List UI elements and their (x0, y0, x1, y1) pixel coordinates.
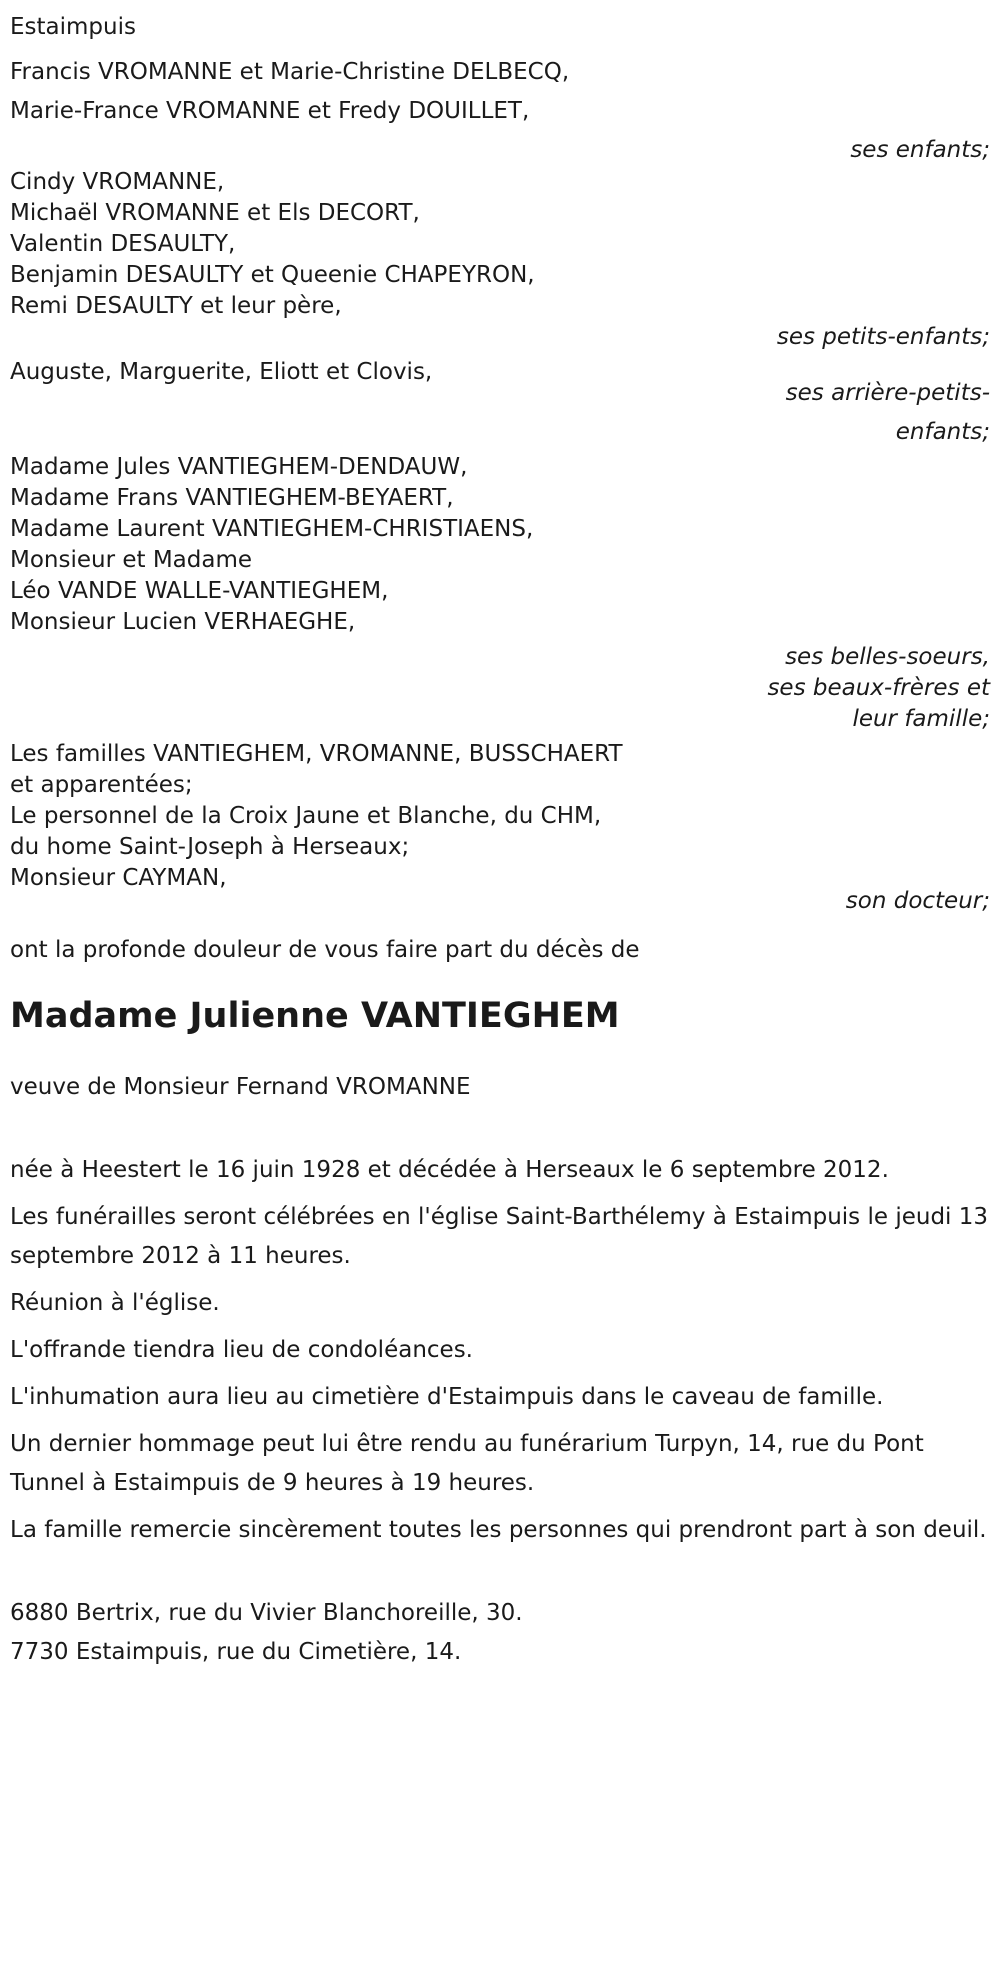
others-line: Les familles VANTIEGHEM, VROMANNE, BUSSCHAERT (10, 741, 623, 767)
burial-paragraph: L'inhumation aura lieu au cimetière d'Estaimpuis dans le caveau de famille. (10, 1384, 884, 1410)
widow-of-text: veuve de Monsieur Fernand VROMANNE (10, 1074, 471, 1100)
in-laws-role: ses belles-soeurs, (785, 644, 990, 670)
others-block (10, 735, 990, 921)
others-line: Le personnel de la Croix Jaune et Blanche, du CHM, (10, 803, 602, 829)
great-grandchildren-block (10, 353, 990, 452)
address-line: 7730 Estaimpuis, rue du Cimetière, 14. (10, 1639, 462, 1665)
grandchildren-block (10, 163, 990, 357)
children-line: Francis VROMANNE et Marie-Christine DELBECQ, (10, 59, 570, 85)
in-laws-line: Monsieur Lucien VERHAEGHE, (10, 609, 356, 635)
others-line: Monsieur CAYMAN, (10, 865, 227, 891)
in-laws-block (10, 448, 990, 739)
others-line: et apparentées; (10, 772, 193, 798)
in-laws-line: Léo VANDE WALLE-VANTIEGHEM, (10, 578, 389, 604)
children-block (10, 53, 990, 170)
funeral-paragraph: Les funérailles seront célébrées en l'église Saint-Barthélemy à Estaimpuis le jeudi 13 septembre 2012 à 11 heures. (10, 1204, 989, 1269)
children-line: Marie-France VROMANNE et Fredy DOUILLET, (10, 98, 530, 124)
in-laws-role: ses beaux-frères et (767, 675, 990, 701)
in-laws-line: Monsieur et Madame (10, 547, 253, 573)
others-role: son docteur; (845, 888, 990, 914)
thanks-paragraph: La famille remercie sincèrement toutes les personnes qui prendront part à son deuil. (10, 1517, 987, 1543)
birth-death-paragraph: née à Heestert le 16 juin 1928 et décédée à Herseaux le 6 septembre 2012. (10, 1157, 889, 1183)
in-laws-line: Madame Laurent VANTIEGHEM-CHRISTIAENS, (10, 516, 534, 542)
others-line: du home Saint-Joseph à Herseaux; (10, 834, 410, 860)
great-grandchildren-role: enfants; (895, 419, 990, 445)
in-laws-line: Madame Frans VANTIEGHEM-BEYAERT, (10, 485, 454, 511)
announcement-text: ont la profonde douleur de vous faire part du décès de (10, 937, 640, 963)
in-laws-line: Madame Jules VANTIEGHEM-DENDAUW, (10, 454, 468, 480)
children-role: ses enfants; (850, 137, 990, 163)
town-heading: Estaimpuis (10, 14, 136, 40)
grandchildren-line: Michaël VROMANNE et Els DECORT, (10, 200, 420, 226)
addresses-block (10, 1594, 990, 1672)
meeting-paragraph: Réunion à l'église. (10, 1290, 220, 1316)
great-grandchildren-line: Auguste, Marguerite, Eliott et Clovis, (10, 359, 433, 385)
grandchildren-line: Valentin DESAULTY, (10, 231, 236, 257)
homage-paragraph: Un dernier hommage peut lui être rendu au funérarium Turpyn, 14, rue du Pont Tunnel à Estaimpuis de 9 heures à 19 heures. (10, 1431, 924, 1496)
great-grandchildren-role: ses arrière-petits- (785, 380, 990, 406)
offering-paragraph: L'offrande tiendra lieu de condoléances. (10, 1337, 473, 1363)
grandchildren-line: Remi DESAULTY et leur père, (10, 293, 342, 319)
grandchildren-role: ses petits-enfants; (776, 324, 990, 350)
deceased-name: Madame Julienne VANTIEGHEM (10, 996, 620, 1036)
in-laws-role: leur famille; (852, 706, 990, 732)
address-line: 6880 Bertrix, rue du Vivier Blanchoreille, 30. (10, 1600, 523, 1626)
grandchildren-line: Cindy VROMANNE, (10, 169, 225, 195)
grandchildren-line: Benjamin DESAULTY et Queenie CHAPEYRON, (10, 262, 535, 288)
